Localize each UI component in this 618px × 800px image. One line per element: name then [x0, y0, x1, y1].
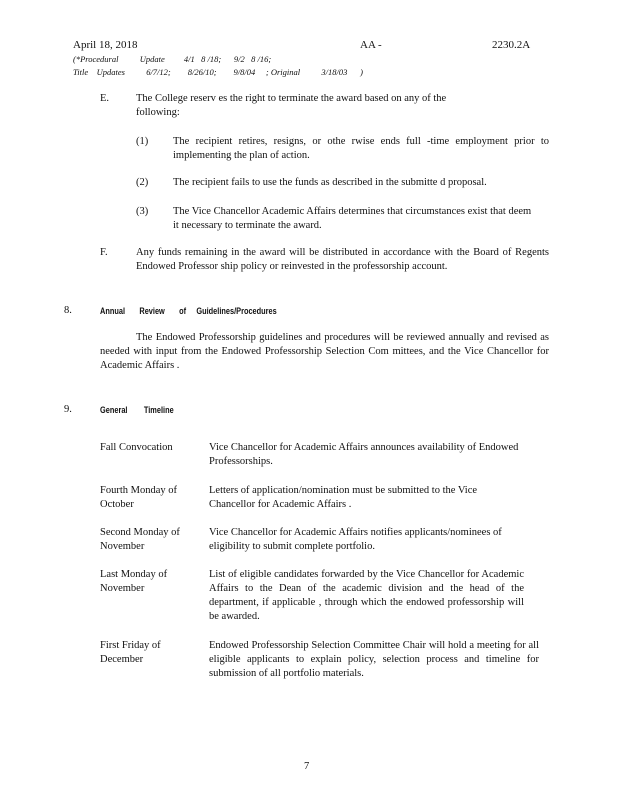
- timeline-what: Vice Chancellor for Academic Affairs announces availability of Endowed Professorships.: [209, 442, 519, 467]
- section-e-item-text: The Vice Chancellor Academic Affairs determines that circumstances exist that deem it necessary to terminate the award.: [173, 206, 532, 231]
- timeline-what: Vice Chancellor for Academic Affairs notifies applicants/nominees of eligibility to submit complete portfolio.: [209, 527, 502, 552]
- header-code: AA -: [360, 39, 382, 51]
- header-number: 2230.2A: [492, 39, 531, 51]
- timeline-when: Fall Convocation: [100, 442, 173, 453]
- section-9-number: 9.: [64, 404, 72, 415]
- section-e-intro: The College reserv es the right to terminate the award based on any of the following:: [136, 93, 447, 118]
- timeline-what: List of eligible candidates forwarded by the Vice Chancellor for Academic Affairs to the Dean of the academic division and the head of the department, if applicable , through which the endowed professorship will be awarded.: [209, 569, 524, 622]
- section-e-item-num: (3): [136, 206, 149, 217]
- section-9-heading: General Timeline: [100, 405, 174, 415]
- section-e-item-num: (1): [136, 136, 149, 147]
- section-8-number: 8.: [64, 305, 72, 316]
- timeline-when: Second Monday of November: [100, 527, 180, 552]
- timeline-when: Last Monday of November: [100, 569, 168, 594]
- section-e-item-num: (2): [136, 177, 149, 188]
- section-f-letter: F.: [100, 247, 108, 258]
- timeline-when: Fourth Monday of October: [100, 485, 177, 510]
- section-8-heading: Annual Review of Guidelines/Procedures: [100, 306, 277, 316]
- title-updates-line: Title Updates 6/7/12; 8/26/10; 9/8/04 ; Original 3/18/03 ): [73, 67, 363, 77]
- section-8-text: The Endowed Professorship guidelines and procedures will be reviewed annually and revised as needed with input from the Endowed Professorship Selection Com mittees, and the Vice Chancellor for Academic Affairs .: [100, 332, 549, 371]
- timeline-what: Letters of application/nomination must be submitted to the Vice Chancellor for Academic Affairs .: [209, 485, 478, 510]
- page-number: 7: [304, 761, 310, 772]
- procedural-updates-line: (*Procedural Update 4/1 8 /18; 9/2 8 /16;: [73, 54, 272, 64]
- section-e-item-text: The recipient fails to use the funds as described in the submitte d proposal.: [173, 177, 487, 188]
- section-e-letter: E.: [100, 93, 110, 104]
- section-f-text: Any funds remaining in the award will be distributed in accordance with the Board of Regents Endowed Professor ship policy or reinvested in the professorship account.: [136, 247, 549, 272]
- header-date: April 18, 2018: [73, 39, 138, 51]
- timeline-when: First Friday of December: [100, 640, 161, 665]
- timeline-what: Endowed Professorship Selection Committee Chair will hold a meeting for all eligible applicants to explain policy, selection process and timeline for submission of all portfolio materials.: [209, 640, 539, 679]
- section-e-item-text: The recipient retires, resigns, or othe rwise ends full -time employment prior to implementing the plan of action.: [173, 136, 549, 161]
